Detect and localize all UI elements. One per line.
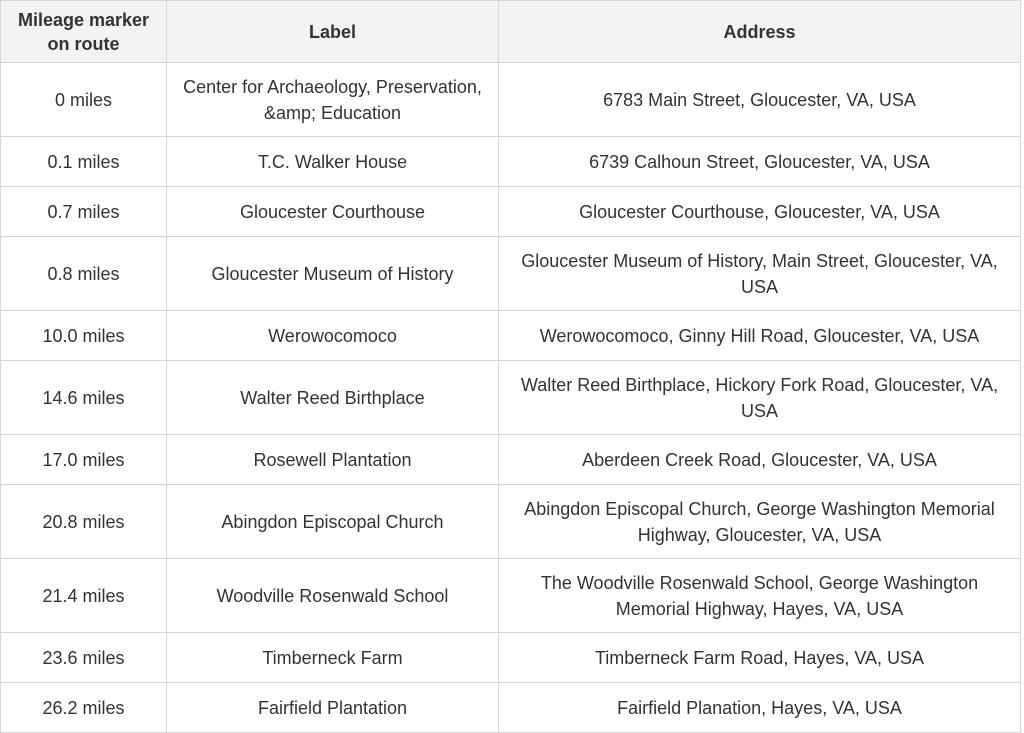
label-cell: Timberneck Farm	[167, 633, 499, 683]
mileage-cell: 17.0 miles	[1, 435, 167, 485]
address-cell: Werowocomoco, Ginny Hill Road, Gloucester, VA, USA	[499, 311, 1021, 361]
address-cell: 6783 Main Street, Gloucester, VA, USA	[499, 63, 1021, 137]
address-cell: The Woodville Rosenwald School, George Washington Memorial Highway, Hayes, VA, USA	[499, 559, 1021, 633]
address-cell: Gloucester Courthouse, Gloucester, VA, USA	[499, 187, 1021, 237]
table-row	[1, 187, 1021, 237]
table-row	[1, 435, 1021, 485]
header-mileage: Mileage marker on route	[1, 1, 167, 63]
table-row	[1, 485, 1021, 559]
table-row	[1, 683, 1021, 733]
mileage-cell: 0.8 miles	[1, 237, 167, 311]
address-cell: Abingdon Episcopal Church, George Washington Memorial Highway, Gloucester, VA, USA	[499, 485, 1021, 559]
mileage-cell: 21.4 miles	[1, 559, 167, 633]
mileage-cell: 0.1 miles	[1, 137, 167, 187]
table-row	[1, 559, 1021, 633]
mileage-cell: 14.6 miles	[1, 361, 167, 435]
mileage-cell: 23.6 miles	[1, 633, 167, 683]
label-cell: T.C. Walker House	[167, 137, 499, 187]
label-cell: Rosewell Plantation	[167, 435, 499, 485]
label-cell: Werowocomoco	[167, 311, 499, 361]
table-row	[1, 137, 1021, 187]
address-cell: Walter Reed Birthplace, Hickory Fork Road, Gloucester, VA, USA	[499, 361, 1021, 435]
table-row	[1, 311, 1021, 361]
address-cell: Gloucester Museum of History, Main Street, Gloucester, VA, USA	[499, 237, 1021, 311]
table-row	[1, 361, 1021, 435]
mileage-cell: 0 miles	[1, 63, 167, 137]
label-cell: Woodville Rosenwald School	[167, 559, 499, 633]
label-cell: Gloucester Courthouse	[167, 187, 499, 237]
header-label: Label	[167, 1, 499, 63]
address-cell: 6739 Calhoun Street, Gloucester, VA, USA	[499, 137, 1021, 187]
table-row	[1, 63, 1021, 137]
label-cell: Walter Reed Birthplace	[167, 361, 499, 435]
table-row	[1, 633, 1021, 683]
mileage-cell: 0.7 miles	[1, 187, 167, 237]
label-cell: Gloucester Museum of History	[167, 237, 499, 311]
mileage-cell: 20.8 miles	[1, 485, 167, 559]
table-row	[1, 237, 1021, 311]
address-cell: Timberneck Farm Road, Hayes, VA, USA	[499, 633, 1021, 683]
address-cell: Fairfield Planation, Hayes, VA, USA	[499, 683, 1021, 733]
mileage-cell: 26.2 miles	[1, 683, 167, 733]
label-cell: Center for Archaeology, Preservation, &amp; Education	[167, 63, 499, 137]
label-cell: Abingdon Episcopal Church	[167, 485, 499, 559]
mileage-cell: 10.0 miles	[1, 311, 167, 361]
header-address: Address	[499, 1, 1021, 63]
label-cell: Fairfield Plantation	[167, 683, 499, 733]
address-cell: Aberdeen Creek Road, Gloucester, VA, USA	[499, 435, 1021, 485]
header-row	[1, 1, 1021, 63]
